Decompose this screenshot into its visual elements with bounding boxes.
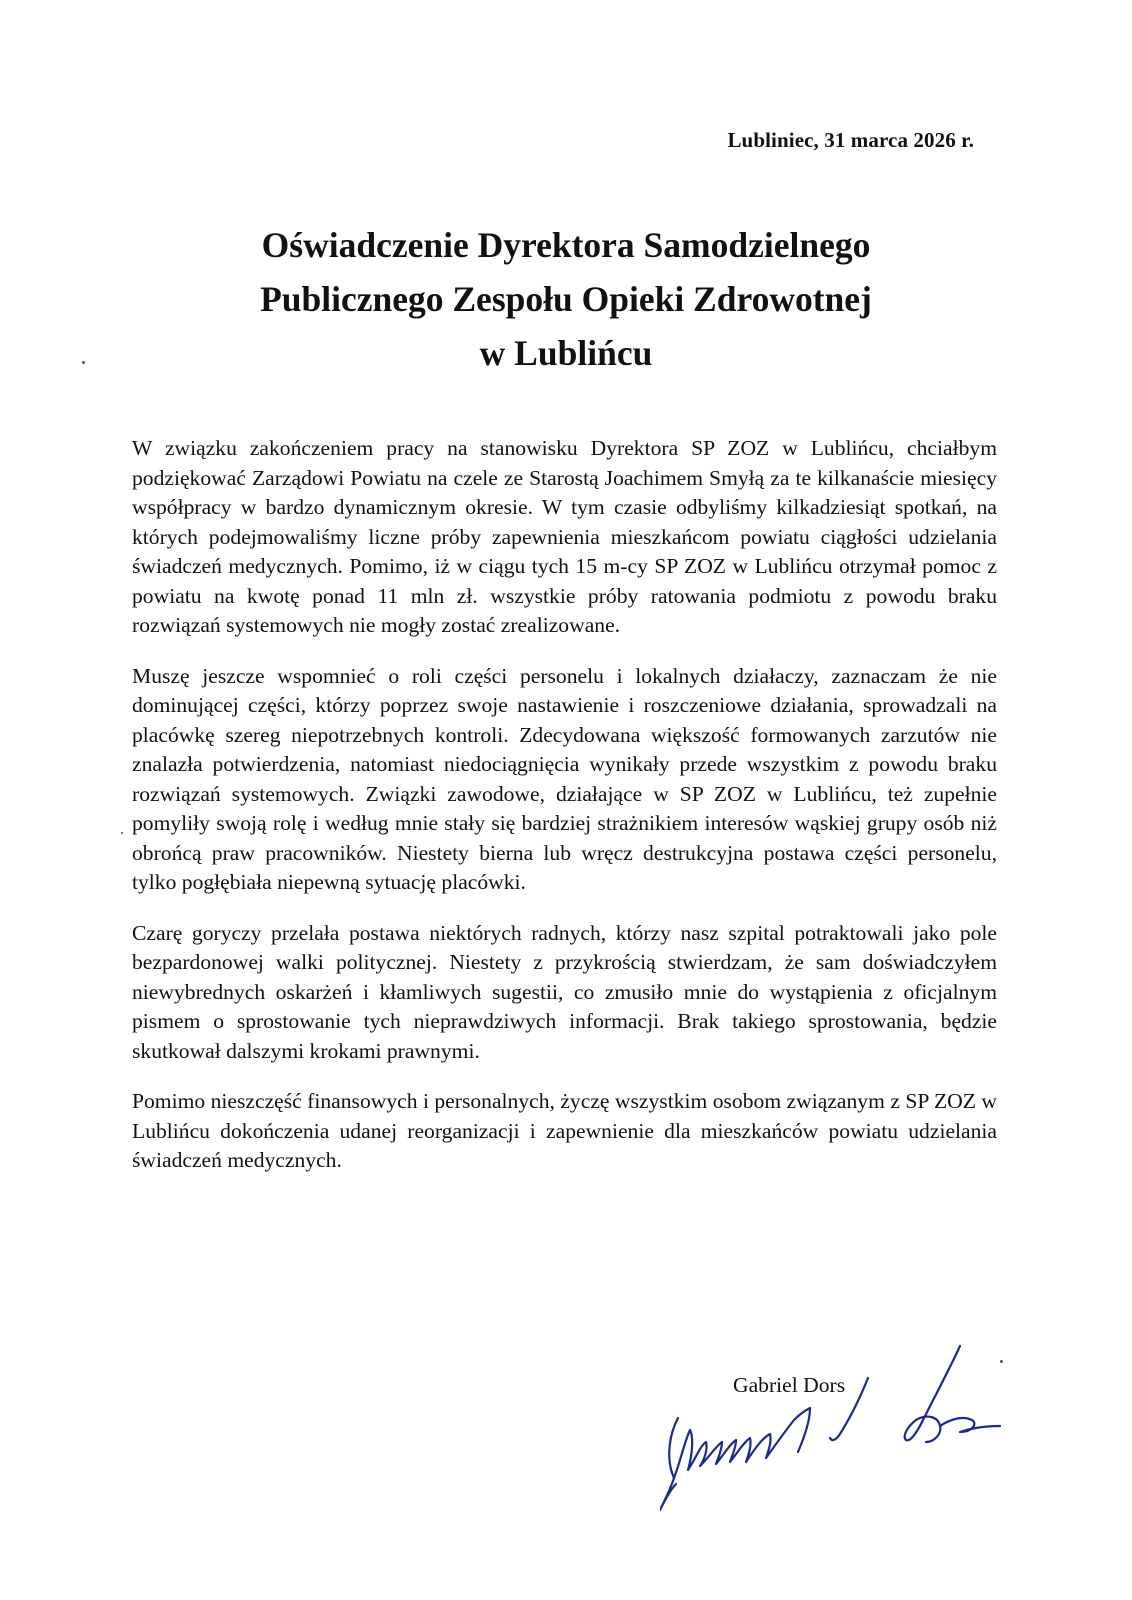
title-line-2: Publicznego Zespołu Opieki Zdrowotnej [260,279,872,319]
paragraph-1: W związku zakończeniem pracy na stanowisku Dyrektora SP ZOZ w Lublińcu, chciałbym podziękować Zarządowi Powiatu na czele ze Starostą Joachimem Smyłą za te kilkanaście miesięcy współpracy w bardzo dynamicznym okresie. W tym czasie odbyliśmy kilkadziesiąt spotkań, na których podejmowaliśmy liczne próby zapewnienia mieszkańcom powiatu ciągłości udzielania świadczeń medycznych. Pomimo, iż w ciągu tych 15 m-cy SP ZOZ w Lublińcu otrzymał pomoc z powiatu na kwotę ponad 11 mln zł. wszystkie próby ratowania podmiotu z powodu braku rozwiązań systemowych nie mogły zostać zrealizowane. [132,436,997,637]
paragraph-3: Czarę goryczy przelała postawa niektórych radnych, którzy nasz szpital potraktowali jako pole bezpardonowej walki politycznej. Niestety z przykrością stwierdzam, że sam doświadczyłem niewybrednych oskarżeń i kłamliwych sugestii, co zmusiło mnie do wystąpienia z oficjalnym pismem o sprostowanie tych nieprawdziwych informacji. Brak takiego sprostowania, będzie skutkował dalszymi krokami prawnymi. [132,920,997,1063]
paragraph-4: Pomimo nieszczęść finansowych i personalnych, życzę wszystkim osobom związanym z SP ZOZ w Lublińcu dokończenia udanej reorganizacji i zapewnienie dla mieszkańców powiatu udzielania świadczeń medycznych. [132,1089,997,1172]
signer-name: Gabriel Dors [733,1373,846,1397]
place-date: Lubliniec, 31 marca 2026 r. [727,128,974,152]
scan-speck [1000,1360,1003,1363]
handwritten-signature [660,1338,1040,1518]
scan-speck [82,361,85,364]
title-line-1: Oświadczenie Dyrektora Samodzielnego [261,225,871,265]
scan-speck [121,832,123,834]
paragraph-2: Muszę jeszcze wspomnieć o roli części personelu i lokalnych działaczy, zaznaczam że nie dominującej części, którzy poprzez swoje nastawienie i roszczeniowe działania, sprowadzali na placówkę szereg niepotrzebnych kontroli. Zdecydowana większość formowanych zarzutów nie znalazła potwierdzenia, natomiast niedociągnięcia wynikały przede wszystkim z powodu braku rozwiązań systemowych. Związki zawodowe, działające w SP ZOZ w Lublińcu, też zupełnie pomyliły swoją rolę i według mnie stały się bardziej strażnikiem interesów wąskiej grupy osób niż obrońcą praw pracowników. Niestety bierna lub wręcz destrukcyjna postawa części personelu, tylko pogłębiała niepewną sytuację placówki. [132,663,997,894]
document-title [100,218,1032,380]
signature-block [660,1370,1060,1520]
statement-body [132,434,997,1197]
title-line-3: w Lublińcu [479,333,653,373]
